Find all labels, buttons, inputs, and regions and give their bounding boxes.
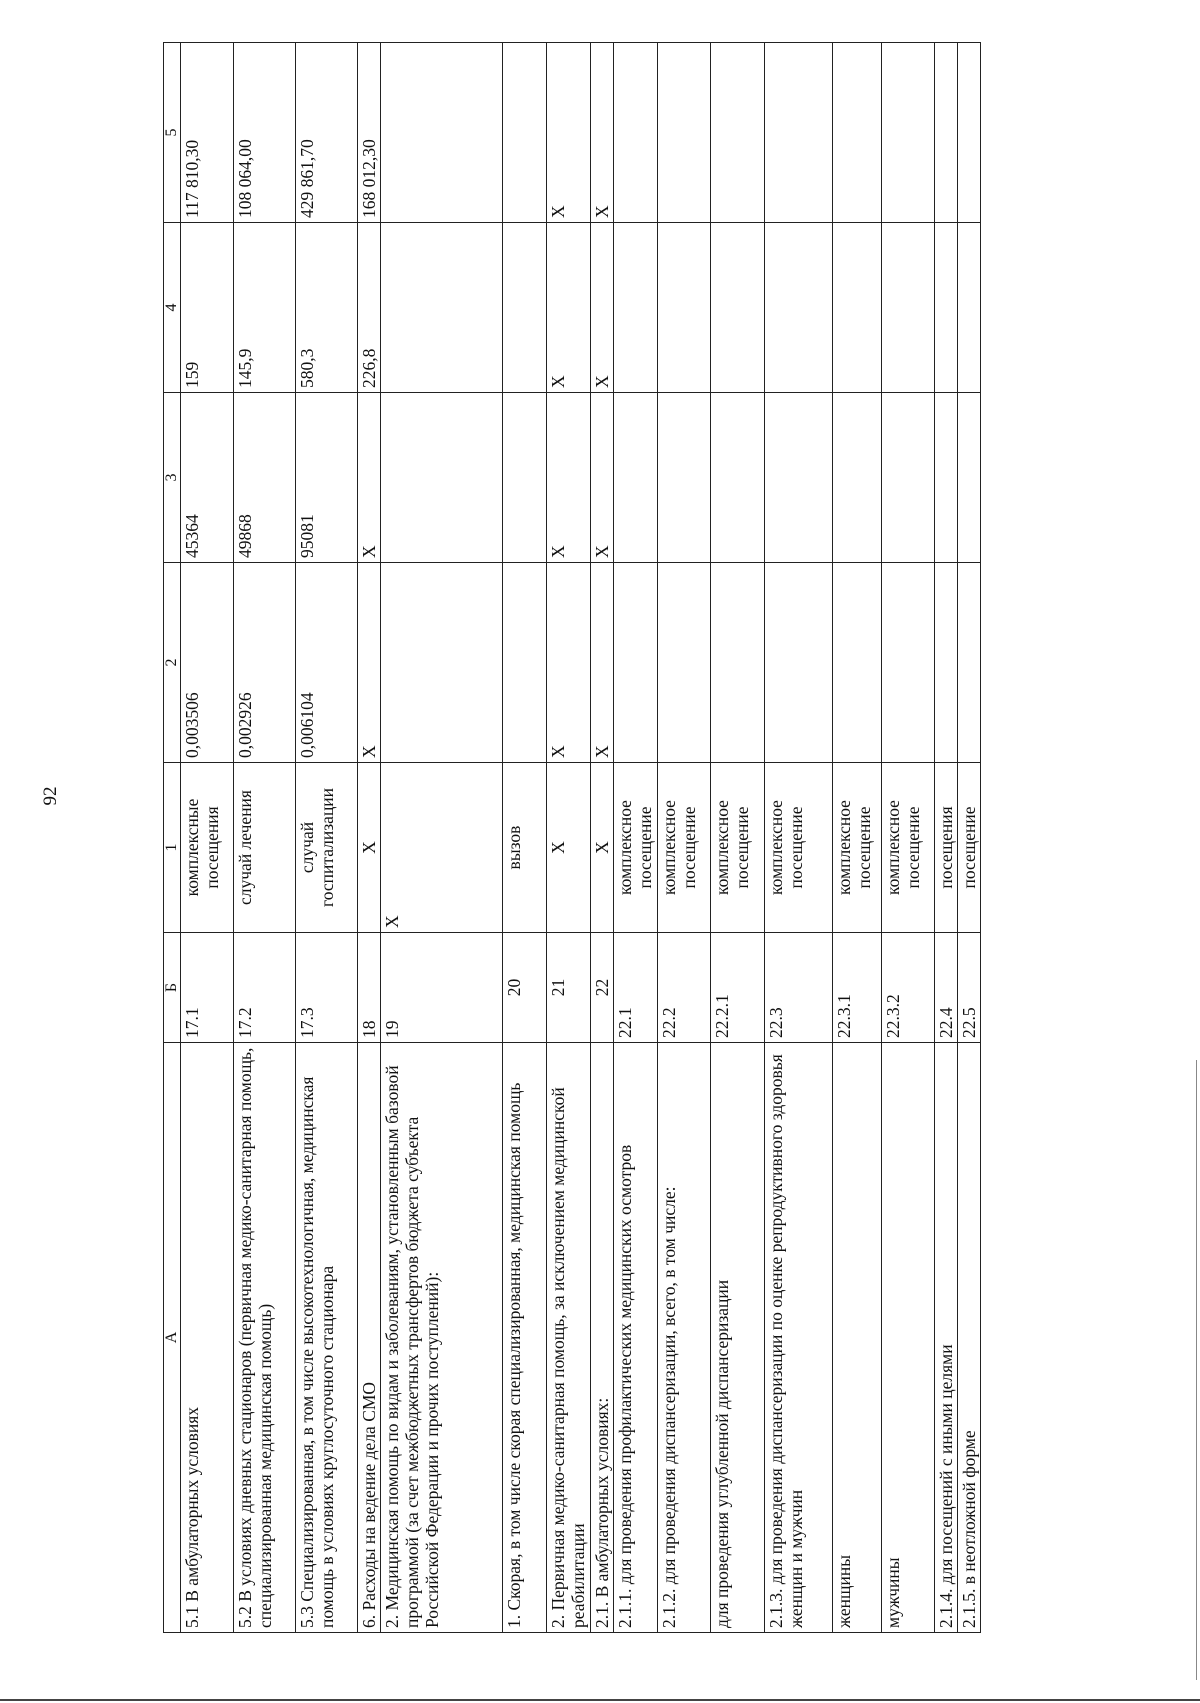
unit-cell: Х [591,763,614,933]
value-cell [503,393,547,563]
row-code-cell: 22.1 [614,933,658,1043]
value-cell: Х [358,563,381,763]
value-cell: 159 [181,223,234,393]
value-cell: 117 810,30 [181,43,234,223]
value-cell [935,43,958,223]
value-cell: Х [591,223,614,393]
value-cell [958,43,981,223]
value-cell [882,43,935,223]
table-row [547,43,591,1633]
table-row [711,43,765,1633]
header-cell: 3 [164,393,181,563]
value-cell [381,393,503,563]
value-cell: 226,8 [358,223,381,393]
row-name-cell: 5.1 В амбулаторных условиях [181,1043,234,1633]
row-code-cell: 22.3 [765,933,833,1043]
value-cell [658,393,711,563]
row-name-cell: 2.1.2. для проведения диспансеризации, всего, в том числе: [658,1043,711,1633]
value-cell [614,393,658,563]
header-cell: 1 [164,763,181,933]
table-row [381,43,503,1633]
table-row [765,43,833,1633]
value-cell [935,393,958,563]
scan-bottom-edge [0,1699,1200,1701]
row-code-cell: 22.2 [658,933,711,1043]
row-name-cell: мужчины [882,1043,935,1633]
rotated-table-wrapper [163,43,1100,1633]
header-cell: Б [164,933,181,1043]
unit-cell: комплексное посещение [614,763,658,933]
row-name-cell: 5.2 В условиях дневных стационаров (первичная медико-санитарная помощь, специализированная медицинская помощь) [234,1043,296,1633]
unit-cell: комплексное посещение [833,763,882,933]
unit-cell: комплексное посещение [711,763,765,933]
value-cell [935,223,958,393]
table-row [181,43,234,1633]
unit-cell: вызов [503,763,547,933]
value-cell: Х [591,393,614,563]
header-cell: 5 [164,43,181,223]
value-cell: 0,002926 [234,563,296,763]
row-name-cell: 2.1.4. для посещений с иными целями [935,1043,958,1633]
value-cell [882,223,935,393]
table-row [614,43,658,1633]
row-name-cell: 2.1. В амбулаторных условиях: [591,1043,614,1633]
table-row [958,43,981,1633]
row-code-cell: 22.3.2 [882,933,935,1043]
value-cell: 429 861,70 [296,43,358,223]
value-cell: 145,9 [234,223,296,393]
value-cell: 95081 [296,393,358,563]
table-row [591,43,614,1633]
table-row [503,43,547,1633]
row-name-cell: 6. Расходы на ведение дела СМО [358,1043,381,1633]
row-code-cell: 22.2.1 [711,933,765,1043]
table-row [296,43,358,1633]
row-code-cell: 20 [503,933,547,1043]
value-cell [503,563,547,763]
row-code-cell: 19 [381,933,503,1043]
value-cell: 580,3 [296,223,358,393]
value-cell [882,563,935,763]
header-cell: А [164,1043,181,1633]
row-name-cell: 2.1.1. для проведения профилактических медицинских осмотров [614,1043,658,1633]
row-code-cell: 22.5 [958,933,981,1043]
unit-cell: комплексные посещения [181,763,234,933]
scan-edge-line [1196,1060,1197,1680]
value-cell [614,563,658,763]
row-name-cell: 2. Медицинская помощь по видам и заболеваниям, установленным базовой программой (за счет межбюджетных трансфертов бюджета субъекта Российской Федерации и прочих поступлений): [381,1043,503,1633]
value-cell [381,43,503,223]
row-code-cell: 21 [547,933,591,1043]
value-cell: 0,003506 [181,563,234,763]
value-cell [765,393,833,563]
value-cell: Х [358,393,381,563]
value-cell: Х [591,563,614,763]
header-cell: 4 [164,223,181,393]
table-row [935,43,958,1633]
row-name-cell: женщины [833,1043,882,1633]
value-cell [614,223,658,393]
value-cell [833,393,882,563]
data-table [163,42,981,1633]
page-number: 92 [40,786,61,806]
row-code-cell: 17.3 [296,933,358,1043]
table-header-row [164,43,181,1633]
value-cell: 108 064,00 [234,43,296,223]
unit-cell: посещение [958,763,981,933]
value-cell [711,223,765,393]
row-code-cell: 17.1 [181,933,234,1043]
value-cell: 45364 [181,393,234,563]
unit-cell: комплексное посещение [765,763,833,933]
value-cell [658,223,711,393]
value-cell [503,43,547,223]
unit-cell: случай лечения [234,763,296,933]
value-cell: Х [591,43,614,223]
row-code-cell: 22 [591,933,614,1043]
value-cell [711,43,765,223]
value-cell [711,563,765,763]
value-cell [765,223,833,393]
row-name-cell: 1. Скорая, в том числе скорая специализированная, медицинская помощь [503,1043,547,1633]
value-cell [658,43,711,223]
value-cell: 168 012,30 [358,43,381,223]
value-cell: Х [547,563,591,763]
table-row [658,43,711,1633]
value-cell [711,393,765,563]
unit-cell: Х [381,763,503,933]
value-cell: 49868 [234,393,296,563]
value-cell [503,223,547,393]
value-cell [958,393,981,563]
value-cell [833,223,882,393]
value-cell [833,563,882,763]
table-row [833,43,882,1633]
unit-cell: посещения [935,763,958,933]
value-cell: Х [547,223,591,393]
row-code-cell: 22.4 [935,933,958,1043]
row-name-cell: 2.1.5. в неотложной форме [958,1043,981,1633]
unit-cell: комплексное посещение [658,763,711,933]
value-cell [381,223,503,393]
value-cell: 0,006104 [296,563,358,763]
value-cell [958,223,981,393]
value-cell [658,563,711,763]
value-cell: Х [547,393,591,563]
row-name-cell: 5.3 Специализированная, в том числе высокотехнологичная, медицинская помощь в условиях круглосуточного стационара [296,1043,358,1633]
row-code-cell: 18 [358,933,381,1043]
value-cell [935,563,958,763]
value-cell [882,393,935,563]
unit-cell: Х [358,763,381,933]
value-cell [614,43,658,223]
unit-cell: Х [547,763,591,933]
row-name-cell: 2. Первичная медико-санитарная помощь, за исключением медицинской реабилитации [547,1043,591,1633]
unit-cell: случай госпитализации [296,763,358,933]
table-row [882,43,935,1633]
row-code-cell: 17.2 [234,933,296,1043]
value-cell [765,563,833,763]
table-row [358,43,381,1633]
value-cell [765,43,833,223]
row-name-cell: 2.1.3. для проведения диспансеризации по оценке репродуктивного здоровья женщин и мужчин [765,1043,833,1633]
table-row [234,43,296,1633]
value-cell [958,563,981,763]
value-cell [381,563,503,763]
header-cell: 2 [164,563,181,763]
value-cell: Х [547,43,591,223]
unit-cell: комплексное посещение [882,763,935,933]
row-name-cell: для проведения углубленной диспансеризации [711,1043,765,1633]
value-cell [833,43,882,223]
row-code-cell: 22.3.1 [833,933,882,1043]
